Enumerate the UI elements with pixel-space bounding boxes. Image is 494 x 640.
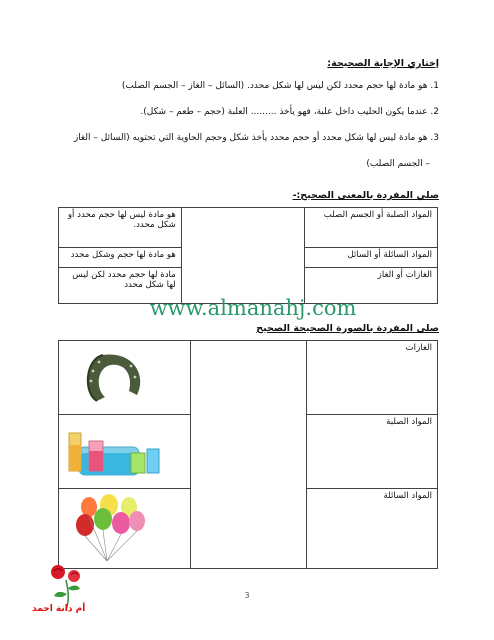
term-cell: الغازات أو الغاز xyxy=(304,268,437,304)
question-3-text: هو مادة ليس لها شكل محدد أو حجم محدد يأخذ شكل وحجم الحاوية التي تحتويه (السائل – الغاز xyxy=(73,133,428,143)
page-number: 3 xyxy=(244,591,250,600)
term-cell: الغازات xyxy=(306,341,437,415)
term-cell: المواد الصلبة xyxy=(306,415,437,489)
question-3-continued: – الجسم الصلب) xyxy=(366,159,430,169)
section2-title: صلي المفردة بالمعنى الصحيح:- xyxy=(292,190,439,201)
matching-table-images xyxy=(58,340,438,569)
meaning-cell: هو مادة ليس لها حجم محدد أو شكل محدد. xyxy=(59,208,182,248)
empty-match-cell xyxy=(191,341,307,569)
section3-title: صلي المفردة بالصورة الصحيحة الصحيح xyxy=(256,323,439,334)
question-3-number: 3. xyxy=(430,133,439,143)
picture-cell xyxy=(59,415,191,489)
question-1 xyxy=(49,79,439,94)
liquid-containers-image xyxy=(63,419,173,483)
question-2 xyxy=(49,105,439,120)
matching-table-meanings xyxy=(58,207,438,304)
section1-title: إختاري الإجابة الصحيحة: xyxy=(327,58,439,69)
term-cell: المواد الصلبة أو الجسم الصلب xyxy=(304,208,437,248)
meaning-cell: مادة لها حجم محدد لكن ليس لها شكل محدد xyxy=(59,268,182,304)
logo-text: أم دانة احمد xyxy=(32,604,86,614)
term-cell: المواد السائلة xyxy=(306,489,437,569)
question-2-number: 2. xyxy=(430,107,439,117)
question-1-number: 1. xyxy=(430,81,439,91)
picture-cell xyxy=(59,341,191,415)
watermark: www.almanahj.com xyxy=(149,296,357,320)
question-1-text: هو مادة لها حجم محدد لكن ليس لها شكل محدد. (السائل – الغاز – الجسم الصلب) xyxy=(121,81,428,91)
meaning-cell: هو مادة لها حجم وشكل محدد xyxy=(59,248,182,268)
picture-cell xyxy=(59,489,191,569)
question-3 xyxy=(49,131,439,146)
horseshoe-image xyxy=(63,345,173,409)
question-2-text: عندما يكون الحليب داخل علبة، فهو يأخذ ......... العلبة (حجم – طعم – شكل). xyxy=(140,107,428,117)
balloons-image xyxy=(63,493,173,563)
empty-match-cell xyxy=(181,208,304,304)
term-cell: المواد السائلة أو السائل xyxy=(304,248,437,268)
